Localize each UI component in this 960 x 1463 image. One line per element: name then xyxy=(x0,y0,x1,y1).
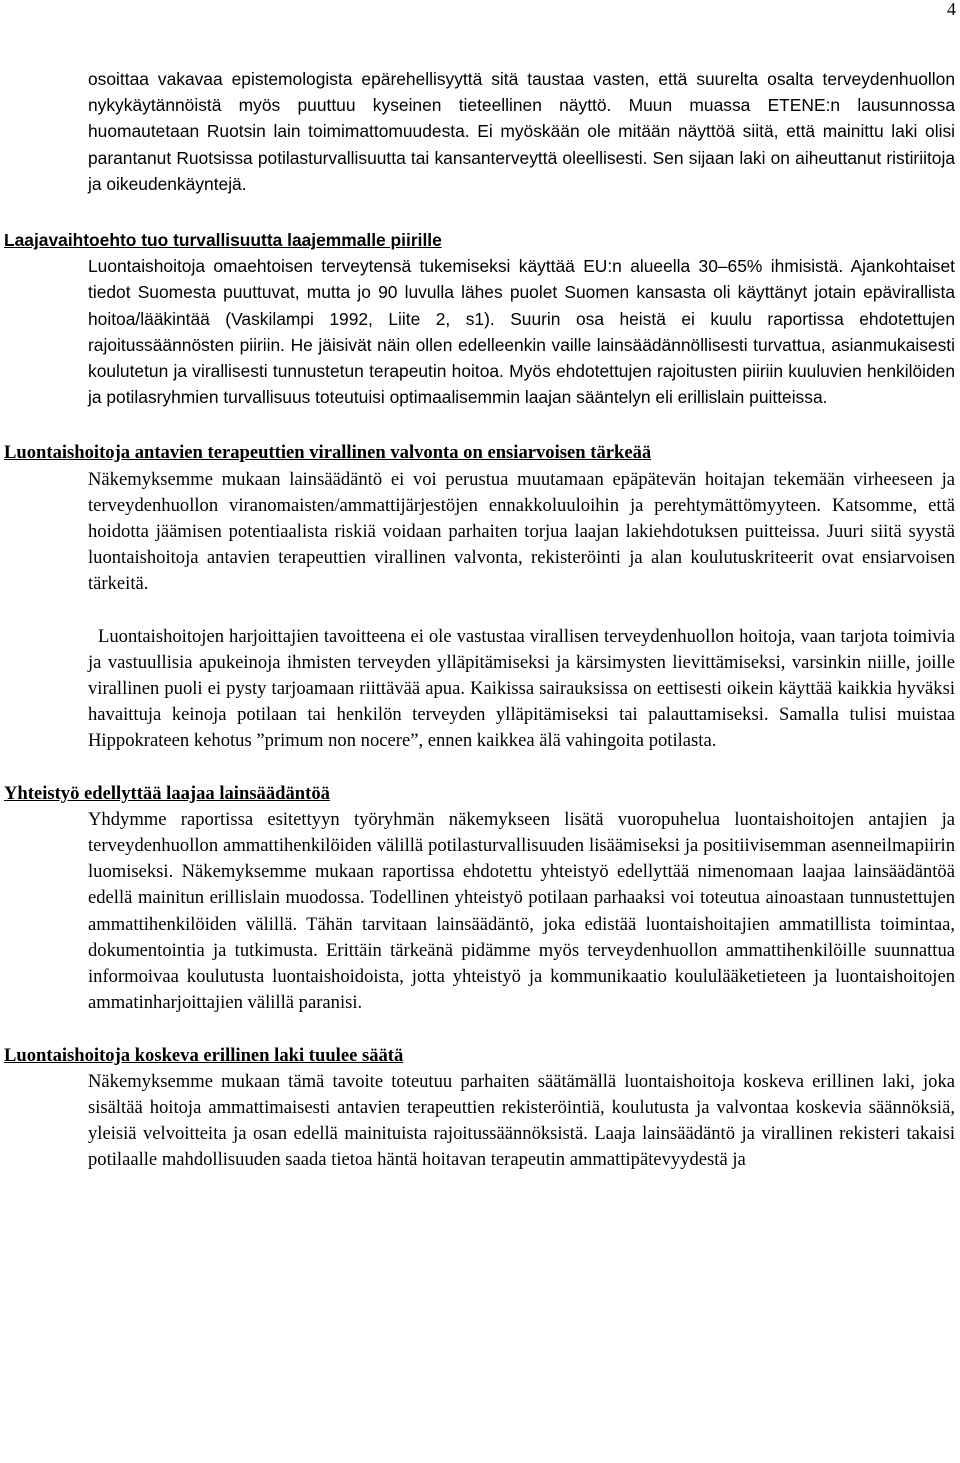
section-paragraph: Näkemyksemme mukaan lainsäädäntö ei voi perustua muutamaan epäpätevän hoitajan tekemään virheeseen ja terveydenhuollon viranomaisten/ammattijärjestöjen ennakkoluuloihin ja perehtymättömyyteen. Katsomme, että hoidotta jäämisen potentiaalista riskiä voidaan parhaiten torjua laajan lakiehdotuksen puitteissa. Juuri siitä syystä luontaishoitoja antavien terapeuttien virallinen valvonta, rekisteröinti ja alan koulutuskriteerit ovat ensiarvoisen tärkeitä. xyxy=(88,468,955,595)
section-heading-laajavaihtoehto: Laajavaihtoehto tuo turvallisuutta laajemmalle piirille xyxy=(4,230,442,251)
section-heading-erillinen-laki: Luontaishoitoja koskeva erillinen laki tuulee säätä xyxy=(4,1044,404,1066)
section-heading-valvonta: Luontaishoitoja antavien terapeuttien virallinen valvonta on ensiarvoisen tärkeää xyxy=(4,442,652,464)
section-paragraph: Näkemyksemme mukaan tämä tavoite toteutuu parhaiten säätämällä luontaishoitoja koskeva erillinen laki, joka sisältää hoitoja ammattimaisesti antavien terapeuttien rekisteröintiä, koulutusta ja valvontaa koskevia säännöksiä, yleisiä velvoitteita ja osan edellä mainituista rajoitussäännöksistä. Laaja lainsäädäntö ja virallinen rekisteri takaisi potilaalle mahdollisuuden saada tietoa häntä hoitavan terapeutin ammattipätevyydestä ja xyxy=(88,1070,955,1171)
section-heading-yhteistyo: Yhteistyö edellyttää laajaa lainsäädäntöä xyxy=(4,782,330,804)
document-body xyxy=(0,66,960,1174)
intro-paragraph: osoittaa vakavaa epistemologista epärehellisyyttä sitä taustaa vasten, että suurelta osalta terveydenhuollon nykykäytännöistä myös puuttuu kyseinen tieteellinen näyttö. Muun muassa ETENE:n lausunnossa huomautetaan Ruotsin lain toimimattomuudesta. Ei myöskään ole mitään näyttöä siitä, että mainittu laki olisi parantanut Ruotsissa potilasturvallisuutta tai kansanterveyttä oleellisesti. Sen sijaan laki on aiheuttanut ristiriitoja ja oikeudenkäyntejä. xyxy=(88,69,955,194)
section-paragraph: Luontaishoitojen harjoittajien tavoitteena ei ole vastustaa virallisen terveydenhuollon hoitoja, vaan tarjota toimivia ja vastuullisia apukeinoja ihmisten terveyden ylläpitämiseksi ja kärsimysten lievittämiseksi, varsinkin niille, joille virallinen puoli ei pysty tarjoamaan riittävää apua. Kaikissa sairauksissa on eettisesti oikein käyttää kaikkia hyväksi havaittuja keinoja potilaan tai henkilön terveyden ylläpitämiseksi tai palauttamiseksi. Samalla tulisi muistaa Hippokrateen kehotus ”primum non nocere”, ennen kaikkea älä vahingoita potilasta. xyxy=(88,625,955,752)
section-paragraph: Luontaishoitoja omaehtoisen terveytensä tukemiseksi käyttää EU:n alueella 30–65% ihmisistä. Ajankohtaiset tiedot Suomesta puuttuvat, mutta jo 90 luvulla lähes puolet Suomen kansasta oli käyttänyt jotain epävirallista hoitoa/lääkintää (Vaskilampi 1992, Liite 2, s1). Suurin osa heistä ei kuulu raportissa ehdotettujen rajoitussäännösten piiriin. He jäisivät näin ollen edelleenkin vaille lainsäädännöllisesti turvattua, asianmukaisesti koulutetun ja virallisesti tunnustetun terapeutin hoitoa. Myös ehdotettujen rajoitusten piiriin kuuluvien henkilöiden ja potilasryhmien turvallisuus toteutuisi optimaalisemmin laajan sääntelyn eli erillislain puitteissa. xyxy=(88,256,955,408)
section-paragraph: Yhdymme raportissa esitettyyn työryhmän näkemykseen lisätä vuoropuhelua luontaishoitojen antajien ja terveydenhuollon ammattihenkilöiden välillä potilasturvallisuuden lisäämiseksi ja positiivisemman asenneilmapiirin luomiseksi. Näkemyksemme mukaan raportissa ehdotettu yhteistyö edellyttää nimenomaan laajaa lainsäädäntöä edellä mainitun erillislain muodossa. Todellinen yhteistyö potilaan parhaaksi voi toteutua ainoastaan tunnustettujen ammattihenkilöiden välillä. Tähän tarvitaan lainsäädäntö, joka edistää luontaishoitajien ammatillista toimintaa, dokumentointia ja tutkimusta. Erittäin tärkeänä pidämme myös terveydenhuollon ammattihenkilöille suunnattua informoivaa koulutusta luontaishoidoista, jotta yhteistyö ja kommunikaatio koululääketieteen ja luontaishoitojen ammatinharjoittajien välillä paranisi. xyxy=(88,808,955,1014)
page-number: 4 xyxy=(947,0,956,19)
